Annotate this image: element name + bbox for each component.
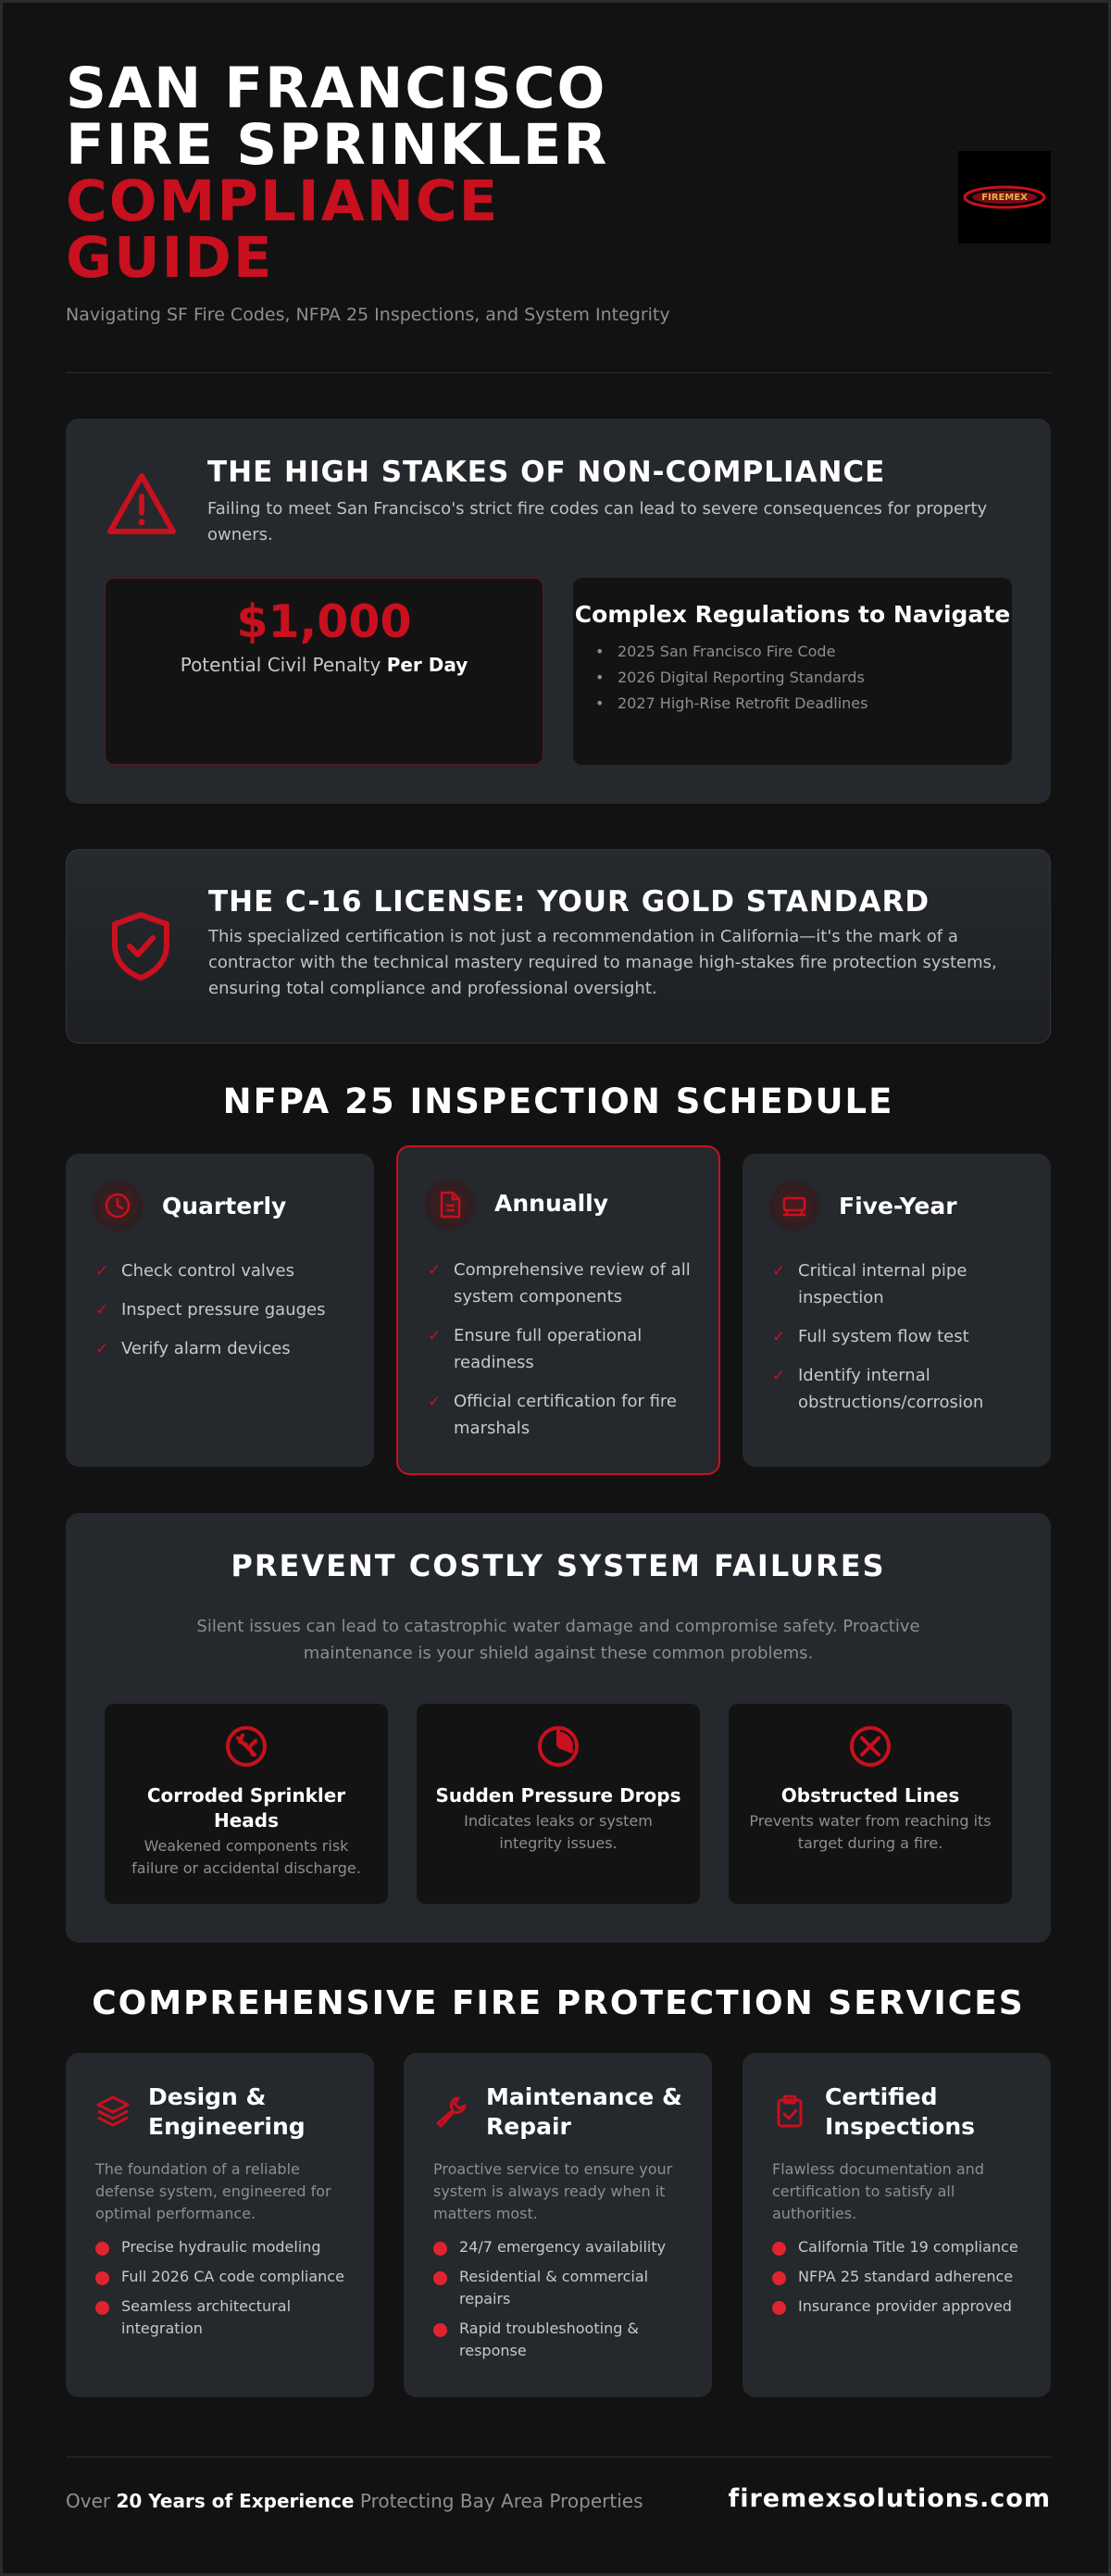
- schedule-name: Quarterly: [162, 1193, 287, 1219]
- pie-gauge-icon: [536, 1724, 580, 1769]
- license-card: [66, 849, 1051, 1044]
- service-list: [433, 2236, 697, 2370]
- experience-tagline: Over 20 Years of Experience Protecting Bay Area Properties: [66, 2490, 643, 2512]
- section-title: PREVENT COSTLY SYSTEM FAILURES: [231, 1548, 886, 1583]
- company-logo: [958, 151, 1051, 244]
- list-item: Rapid troubleshooting & response: [433, 2318, 697, 2362]
- list-item: ✓ Comprehensive review of all system components: [428, 1257, 696, 1310]
- hero-header: [66, 56, 1051, 338]
- section-description: This specialized certification is not just a recommendation in California—it's the mark of a contractor with the technical mastery required to manage high-stakes fire protection systems, ensuring total compliance and professional oversight.: [208, 927, 997, 998]
- service-description: The foundation of a reliable defense system, engineered for optimal performance.: [95, 2160, 331, 2222]
- penalty-box: [105, 578, 543, 765]
- schedule-list: [428, 1257, 696, 1454]
- schedule-list: [772, 1257, 1041, 1428]
- x-circle-icon: [848, 1724, 893, 1769]
- failure-item: [105, 1704, 388, 1904]
- list-item: ✓ Check control valves: [95, 1257, 364, 1284]
- service-title: Maintenance & Repair: [486, 2083, 682, 2140]
- list-item: Full 2026 CA code compliance: [95, 2266, 359, 2288]
- page-title: [66, 56, 1051, 291]
- prevent-failures-card: [66, 1513, 1051, 1943]
- service-list: [95, 2236, 359, 2347]
- list-item: ✓ Official certification for fire marshals: [428, 1388, 696, 1442]
- section-title: THE C-16 LICENSE: YOUR GOLD STANDARD: [208, 885, 930, 919]
- warning-icon: [105, 470, 179, 541]
- penalty-label: Potential Civil Penalty Per Day: [180, 654, 468, 676]
- service-title: Certified Inspections: [825, 2083, 976, 2140]
- list-item: Residential & commercial repairs: [433, 2266, 697, 2310]
- schedule-name: Five-Year: [839, 1193, 957, 1219]
- schedule-list: [95, 1257, 364, 1374]
- list-item: ✓ Inspect pressure gauges: [95, 1296, 364, 1323]
- list-item: Precise hydraulic modeling: [95, 2236, 359, 2258]
- logo-wordmark: FIREMEX: [981, 193, 1028, 203]
- pipe-icon: [768, 1180, 820, 1232]
- divider: [66, 372, 1051, 373]
- penalty-amount: $1,000: [236, 595, 412, 648]
- list-item: • 2027 High-Rise Retrofit Deadlines: [595, 691, 1012, 717]
- failure-text: Prevents water from reaching its target during a fire.: [749, 1812, 992, 1852]
- service-card: [404, 2053, 712, 2397]
- schedule-title: NFPA 25 INSPECTION SCHEDULE: [222, 1082, 894, 1121]
- shield-check-icon: [111, 911, 170, 985]
- list-item: NFPA 25 standard adherence: [772, 2266, 1036, 2288]
- list-item: Seamless architectural integration: [95, 2295, 359, 2340]
- list-item: Insurance provider approved: [772, 2295, 1036, 2318]
- failure-title: Sudden Pressure Drops: [435, 1784, 681, 1807]
- failure-title: Obstructed Lines: [780, 1784, 960, 1807]
- non-compliance-card: [66, 419, 1051, 804]
- list-item: • 2026 Digital Reporting Standards: [595, 665, 1012, 691]
- list-item: • 2025 San Francisco Fire Code: [595, 639, 1012, 665]
- list-item: ✓ Full system flow test: [772, 1323, 1041, 1350]
- service-list: [772, 2236, 1036, 2325]
- failure-text: Indicates leaks or system integrity issues.: [464, 1812, 653, 1852]
- document-icon: [424, 1179, 476, 1231]
- schedule-card-five-year: [743, 1154, 1051, 1467]
- service-title: Design & Engineering: [148, 2083, 306, 2140]
- failure-item: [417, 1704, 700, 1904]
- schedule-name: Annually: [494, 1190, 609, 1217]
- regulations-box: [573, 578, 1012, 765]
- failure-title: Corroded Sprinkler Heads: [146, 1784, 346, 1832]
- service-description: Flawless documentation and certification to satisfy all authorities.: [772, 2160, 984, 2222]
- list-item: 24/7 emergency availability: [433, 2236, 697, 2258]
- broken-tool-icon: [224, 1724, 268, 1769]
- website-link[interactable]: firemexsolutions.com: [728, 2484, 1051, 2513]
- regulations-title: Complex Regulations to Navigate: [574, 601, 1011, 628]
- failure-item: [729, 1704, 1012, 1904]
- title-line-3: COMPLIANCE: [66, 169, 500, 234]
- service-card: [66, 2053, 374, 2397]
- failure-text: Weakened components risk failure or accidental discharge.: [131, 1837, 361, 1877]
- regulations-list: [595, 639, 1012, 717]
- list-item: ✓ Verify alarm devices: [95, 1335, 364, 1362]
- title-line-1: SAN FRANCISCO: [66, 56, 607, 121]
- list-item: ✓ Critical internal pipe inspection: [772, 1257, 1041, 1311]
- title-line-2: FIRE SPRINKLER: [66, 112, 609, 178]
- service-description: Proactive service to ensure your system is always ready when it matters most.: [433, 2160, 673, 2222]
- section-description: Failing to meet San Francisco's strict fire codes can lead to severe consequences for property owners.: [207, 499, 988, 544]
- layers-icon: [95, 2094, 131, 2132]
- list-item: ✓ Identify internal obstructions/corrosion: [772, 1362, 1041, 1416]
- wrench-icon: [433, 2094, 468, 2132]
- clipboard-check-icon: [772, 2094, 807, 2132]
- schedule-card-quarterly: [66, 1154, 374, 1467]
- schedule-card-annually: [396, 1145, 720, 1475]
- service-card: [743, 2053, 1051, 2397]
- page-subtitle: Navigating SF Fire Codes, NFPA 25 Inspections, and System Integrity: [66, 305, 670, 325]
- clock-icon: [92, 1180, 144, 1232]
- section-description: Silent issues can lead to catastrophic water damage and compromise safety. Proactive maintenance is your shield against these common problems.: [196, 1617, 920, 1663]
- list-item: California Title 19 compliance: [772, 2236, 1036, 2258]
- title-line-4: GUIDE: [66, 225, 274, 291]
- list-item: ✓ Ensure full operational readiness: [428, 1322, 696, 1376]
- section-title: THE HIGH STAKES OF NON-COMPLIANCE: [207, 456, 886, 489]
- services-title: COMPREHENSIVE FIRE PROTECTION SERVICES: [92, 1984, 1025, 2022]
